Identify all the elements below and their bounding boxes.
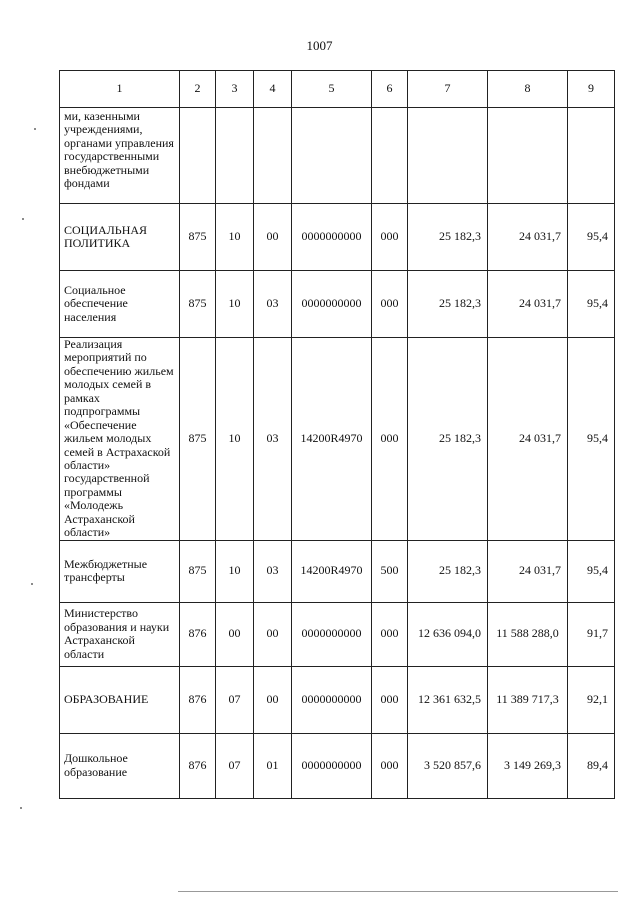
scan-speck — [34, 128, 36, 130]
cell-section — [216, 108, 254, 204]
cell-section: 10 — [216, 271, 254, 338]
cell-admin-code — [180, 108, 216, 204]
col-header-3: 3 — [216, 71, 254, 108]
cell-executed: 24 031,7 — [488, 271, 568, 338]
cell-target-article — [292, 108, 372, 204]
cell-section: 10 — [216, 540, 254, 602]
row-name: Межбюджетные трансферты — [60, 540, 180, 602]
cell-target-article: 0000000000 — [292, 602, 372, 666]
cell-expense-type — [372, 108, 408, 204]
cell-admin-code: 875 — [180, 204, 216, 271]
cell-subsection: 00 — [254, 204, 292, 271]
cell-percent: 92,1 — [568, 666, 615, 733]
scan-speck — [22, 218, 24, 220]
row-name: Дошкольное образование — [60, 733, 180, 798]
cell-expense-type: 000 — [372, 733, 408, 798]
table-row — [60, 271, 615, 338]
page-number: 1007 — [306, 38, 333, 53]
row-name: ОБРАЗОВАНИЕ — [60, 666, 180, 733]
cell-executed: 24 031,7 — [488, 338, 568, 541]
col-header-2: 2 — [180, 71, 216, 108]
col-header-6: 6 — [372, 71, 408, 108]
cell-planned — [408, 108, 488, 204]
cell-subsection: 01 — [254, 733, 292, 798]
cell-target-article: 14200R4970 — [292, 540, 372, 602]
cell-subsection: 03 — [254, 271, 292, 338]
row-name: Социальное обеспечение населения — [60, 271, 180, 338]
cell-percent: 95,4 — [568, 540, 615, 602]
cell-admin-code: 875 — [180, 338, 216, 541]
table-row — [60, 338, 615, 541]
table-row — [60, 666, 615, 733]
cell-subsection: 00 — [254, 666, 292, 733]
cell-target-article: 0000000000 — [292, 204, 372, 271]
cell-expense-type: 000 — [372, 204, 408, 271]
cell-expense-type: 000 — [372, 338, 408, 541]
row-name: Министерство образования и науки Астраханской области — [60, 602, 180, 666]
cell-subsection: 03 — [254, 540, 292, 602]
cell-section: 07 — [216, 666, 254, 733]
cell-planned: 12 361 632,5 — [408, 666, 488, 733]
row-name: ми, казенными учреждениями, органами управления государственными внебюджетными фондами — [60, 108, 180, 204]
cell-percent — [568, 108, 615, 204]
cell-subsection: 00 — [254, 602, 292, 666]
cell-section: 07 — [216, 733, 254, 798]
cell-expense-type: 500 — [372, 540, 408, 602]
cell-executed: 3 149 269,3 — [488, 733, 568, 798]
cell-executed: 24 031,7 — [488, 540, 568, 602]
cell-planned: 25 182,3 — [408, 338, 488, 541]
cell-planned: 25 182,3 — [408, 271, 488, 338]
budget-table — [59, 70, 615, 799]
col-header-5: 5 — [292, 71, 372, 108]
cell-admin-code: 875 — [180, 271, 216, 338]
header-row — [60, 71, 615, 108]
table-row — [60, 204, 615, 271]
cell-expense-type: 000 — [372, 602, 408, 666]
cell-admin-code: 875 — [180, 540, 216, 602]
cell-admin-code: 876 — [180, 666, 216, 733]
cell-target-article: 0000000000 — [292, 733, 372, 798]
row-name: Реализация мероприятий по обеспечению жильем молодых семей в рамках подпрограммы «Обеспечение жильем молодых семей в Астрахаской области» государственной программы «Молодежь Астраханской области» — [60, 338, 180, 541]
cell-planned: 25 182,3 — [408, 540, 488, 602]
scan-speck — [31, 583, 33, 585]
cell-section: 10 — [216, 338, 254, 541]
col-header-4: 4 — [254, 71, 292, 108]
cell-section: 10 — [216, 204, 254, 271]
table-row — [60, 733, 615, 798]
cell-expense-type: 000 — [372, 666, 408, 733]
cell-target-article: 0000000000 — [292, 666, 372, 733]
cell-executed: 11 389 717,3 — [488, 666, 568, 733]
cell-planned: 3 520 857,6 — [408, 733, 488, 798]
cell-percent: 95,4 — [568, 271, 615, 338]
col-header-1: 1 — [60, 71, 180, 108]
cell-subsection: 03 — [254, 338, 292, 541]
cell-executed: 11 588 288,0 — [488, 602, 568, 666]
cell-percent: 89,4 — [568, 733, 615, 798]
cell-planned: 25 182,3 — [408, 204, 488, 271]
col-header-9: 9 — [568, 71, 615, 108]
cell-executed — [488, 108, 568, 204]
col-header-7: 7 — [408, 71, 488, 108]
cell-percent: 91,7 — [568, 602, 615, 666]
cell-planned: 12 636 094,0 — [408, 602, 488, 666]
cell-executed: 24 031,7 — [488, 204, 568, 271]
cell-admin-code: 876 — [180, 602, 216, 666]
col-header-8: 8 — [488, 71, 568, 108]
table-row — [60, 602, 615, 666]
cell-expense-type: 000 — [372, 271, 408, 338]
table-row — [60, 108, 615, 204]
scan-bottom-line — [178, 891, 618, 892]
row-name: СОЦИАЛЬНАЯ ПОЛИТИКА — [60, 204, 180, 271]
cell-target-article: 14200R4970 — [292, 338, 372, 541]
cell-percent: 95,4 — [568, 338, 615, 541]
cell-target-article: 0000000000 — [292, 271, 372, 338]
cell-section: 00 — [216, 602, 254, 666]
cell-percent: 95,4 — [568, 204, 615, 271]
cell-subsection — [254, 108, 292, 204]
table-row — [60, 540, 615, 602]
cell-admin-code: 876 — [180, 733, 216, 798]
scan-speck — [20, 807, 22, 809]
